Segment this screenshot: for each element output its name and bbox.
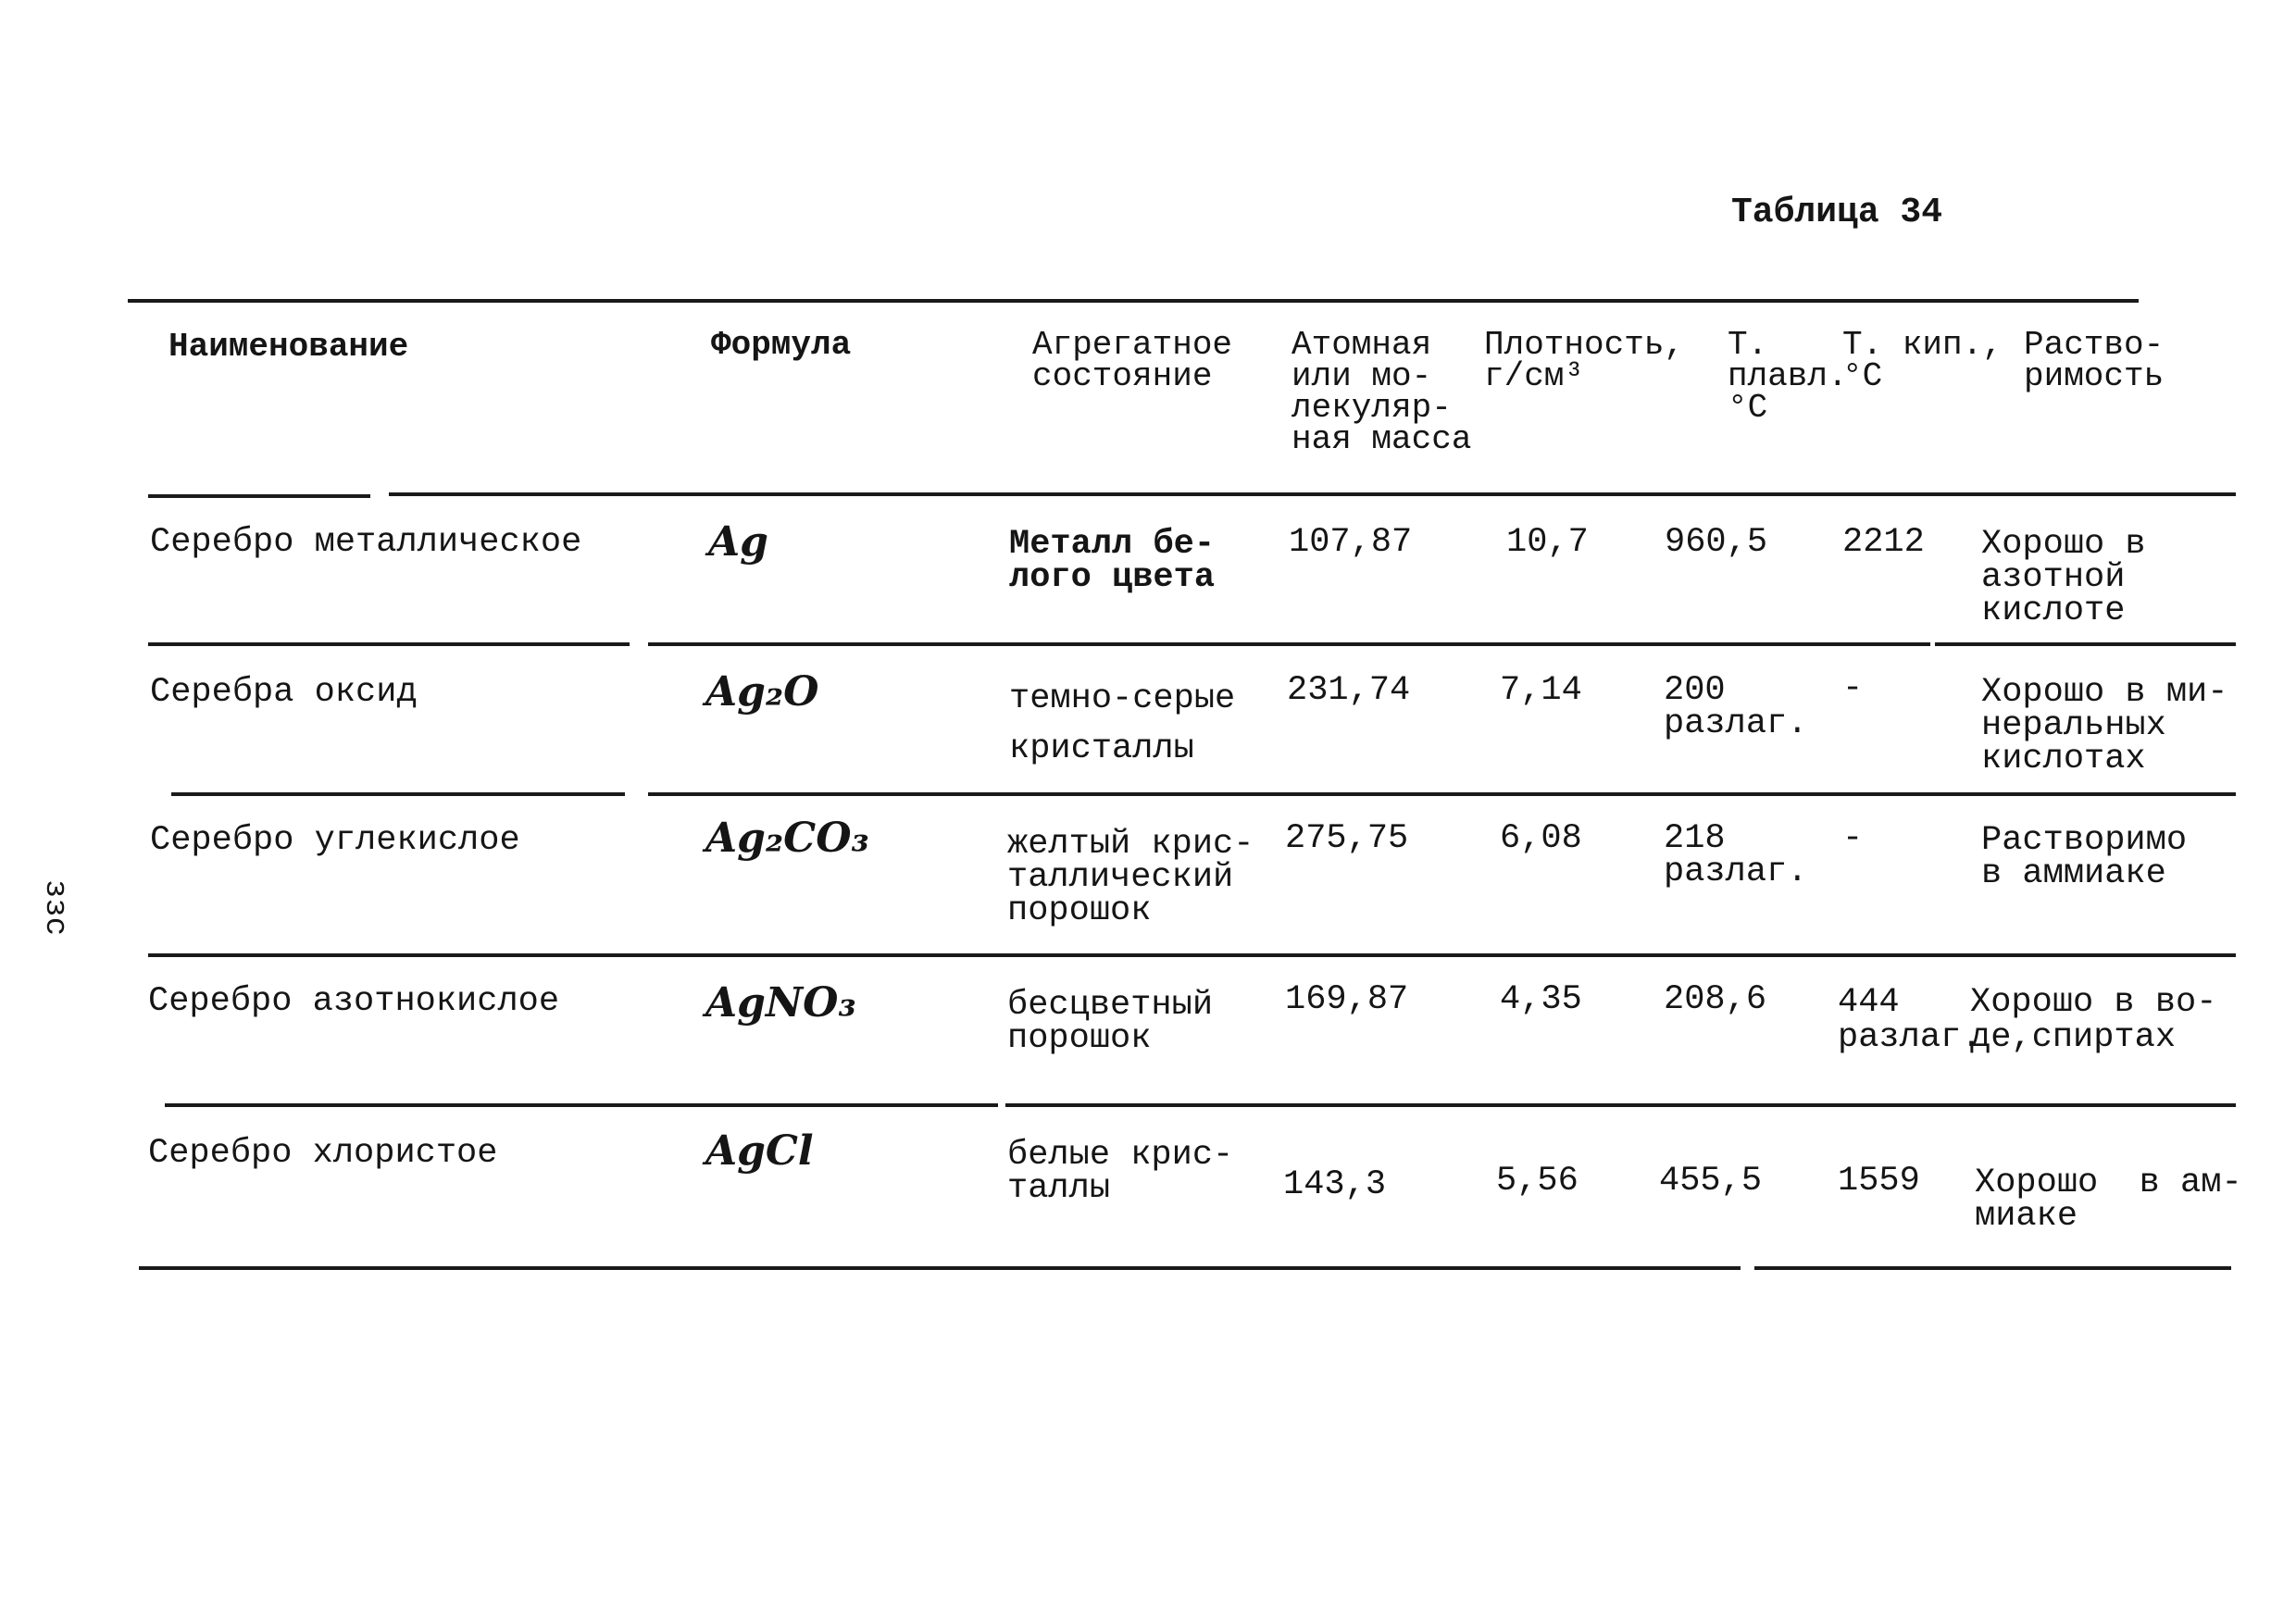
cell-name: Серебро азотнокислое [148,982,560,1021]
cell-formula: Ag [708,518,768,566]
cell-mass: 107,87 [1289,523,1413,562]
cell-state: белые крис- таллы [1007,1136,1234,1208]
row-rule [148,642,630,646]
cell-melt: 455,5 [1659,1162,1763,1201]
cell-melt: 218 разлаг. [1664,819,1808,891]
header-density: Плотность, г/см³ [1484,326,1685,395]
cell-formula: Ag₂CO₃ [705,815,869,862]
cell-state: темно-серые кристаллы [1009,679,1236,768]
header-boil: Т. кип., °C [1842,326,2003,395]
cell-boil: - [1842,819,1864,858]
cell-solubility: Растворимо в аммиаке [1981,821,2188,893]
row-rule [165,1103,998,1107]
cell-formula: Ag₂O [705,668,819,716]
header-rule [148,494,370,498]
table-bottom-rule [139,1266,1741,1270]
cell-mass: 275,75 [1285,819,1409,858]
cell-boil: 2212 [1842,523,1925,562]
table-top-rule [128,299,2139,303]
header-name: Наименование [168,328,409,366]
cell-melt: 208,6 [1664,980,1767,1019]
header-formula: Формула [711,326,852,364]
header-mass: Атомная или мо- лекуляр- ная масса [1292,326,1472,458]
row-rule [171,792,625,796]
cell-state: бесцветный порошок [1007,986,1214,1058]
cell-density: 5,56 [1496,1162,1578,1201]
cell-state: Металл бе- лого цвета [1009,525,1216,597]
cell-solubility: Хорошо в азотной кислоте [1981,525,2146,630]
cell-solubility: Хорошо в ам- миаке [1975,1164,2242,1236]
cell-solubility: Хорошо в ми- неральных кислотах [1981,673,2228,778]
cell-name: Серебро металлическое [150,523,582,562]
header-rule [389,492,2236,496]
row-rule [648,642,1930,646]
cell-boil: 1559 [1838,1162,1920,1201]
row-rule [1935,642,2236,646]
cell-melt: 200 разлаг. [1664,671,1808,743]
cell-density: 10,7 [1506,523,1589,562]
cell-formula: AgCl [705,1127,814,1175]
table-title: Таблица 34 [1731,193,1943,232]
table-bottom-rule [1754,1266,2231,1270]
cell-name: Серебро хлористое [148,1134,498,1173]
row-rule [1005,1103,2236,1107]
margin-mark: ззс [37,879,72,937]
cell-density: 4,35 [1500,980,1582,1019]
cell-boil: 444 разлаг. [1838,983,1982,1057]
header-melt: Т. плавл. °C [1728,326,1848,427]
cell-mass: 231,74 [1287,671,1411,710]
cell-density: 7,14 [1500,671,1582,710]
cell-name: Серебра оксид [150,673,418,712]
cell-solubility: Хорошо в во- де,спиртах [1970,983,2217,1057]
cell-boil: - [1842,669,1864,708]
cell-name: Серебро углекислое [150,821,520,860]
row-rule [648,792,2236,796]
header-state: Агрегатное состояние [1032,326,1233,395]
header-solubility: Раство- римость [2024,326,2165,395]
cell-density: 6,08 [1500,819,1582,858]
cell-mass: 169,87 [1285,980,1409,1019]
cell-mass: 143,3 [1283,1165,1387,1204]
row-rule [148,953,2236,957]
cell-formula: AgNO₃ [705,979,856,1027]
cell-melt: 960,5 [1665,523,1768,562]
cell-state: желтый крис- таллический порошок [1007,825,1254,930]
